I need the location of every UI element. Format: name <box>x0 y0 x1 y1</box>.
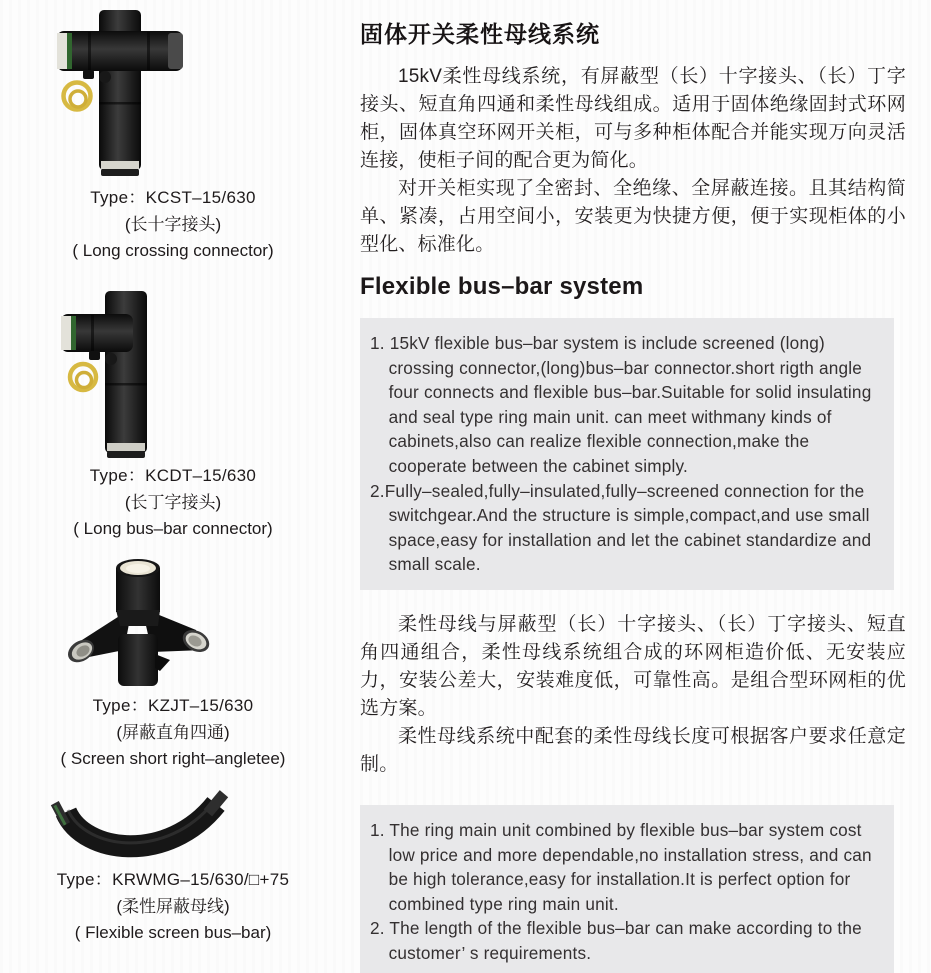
product-name-cn-kcdt: (长丁字接头) <box>124 492 222 512</box>
middle-paragraph-2: 柔性母线系统中配套的柔性母线长度可根据客户要求任意定制。 <box>360 725 906 775</box>
features-box-2 <box>360 805 894 973</box>
product-type-kcst: Type：KCST–15/630 <box>90 188 256 207</box>
product-caption-kcst <box>8 185 338 265</box>
feature-item: 2.Fully–sealed,fully–insulated,fully–screened connection for the switchgear.And the structure is simple,compact,and use small space,easy for installation and let the cabinet standardize and small scale. <box>370 480 872 575</box>
product-name-en-krwmg: ( Flexible screen bus–bar) <box>74 923 272 942</box>
intro-paragraph-2: 对开关柜实现了全密封、全绝缘、全屏蔽连接。且其结构简单、紧凑，占用空间小，安装更为快捷方便，便于实现柜体的小型化、标准化。 <box>360 178 906 255</box>
section-heading-en: Flexible bus–bar system <box>360 273 644 300</box>
product-name-en-kcdt: ( Long bus–bar connector) <box>73 519 273 538</box>
product-caption-kcdt <box>8 463 338 543</box>
product-type-kcdt: Type：KCDT–15/630 <box>89 466 257 485</box>
long-crossing-connector-drawing <box>55 4 185 180</box>
feature-item: 1. 15kV flexible bus–bar system is include screened (long) crossing connector,(long)bus–bar connector.short rigth angle four connects and flexible bus–bar.Suitable for solid insulating and seal type ring main unit. can meet withmany kinds of cabinets,also can realize flexible connection,make the cooperate between the cabinet simply. <box>370 333 872 476</box>
text-column <box>360 0 906 973</box>
middle-paragraph-1: 柔性母线与屏蔽型（长）十字接头、（长）丁字接头、短直角四通组合，柔性母线系统组合成的环网柜造价低、无安装应力，安装公差大，安装难度低，可靠性高。是组合型环网柜的优选方案。 <box>360 613 906 719</box>
product-type-kzjt: Type：KZJT–15/630 <box>92 696 254 715</box>
product-name-en-kzjt: ( Screen short right–angletee) <box>60 749 286 768</box>
feature-item: 1. The ring main unit combined by flexible bus–bar system cost low price and more dependable,no installation stress, and can be high tolerance,easy for installation.It is perfect option for combined type ring main unit. <box>370 819 872 914</box>
page-title-cn: 固体开关柔性母线系统 <box>360 21 600 47</box>
features-box-1 <box>360 318 894 590</box>
screen-short-right-angle-tee-photo <box>60 556 215 692</box>
long-bus-bar-connector-drawing <box>57 283 182 461</box>
screen-short-right-angle-tee-drawing <box>60 556 215 692</box>
product-name-cn-krwmg: (柔性屏蔽母线) <box>116 896 230 916</box>
flexible-screen-bus-bar-drawing <box>50 788 230 866</box>
product-caption-kzjt <box>8 693 338 773</box>
flexible-screen-bus-bar-photo <box>50 788 230 866</box>
product-name-en-kcst: ( Long crossing connector) <box>72 241 274 260</box>
product-name-cn-kzjt: (屏蔽直角四通) <box>116 722 230 742</box>
feature-item: 2. The length of the flexible bus–bar can make according to the customer’ s requirements. <box>370 918 862 963</box>
intro-paragraph-1: 15kV柔性母线系统，有屏蔽型（长）十字接头、（长）丁字接头、短直角四通和柔性母线组成。适用于固体绝缘固封式环网柜，固体真空环网开关柜，可与多种柜体配合并能实现万向灵活连接，使柜子间的配合更为简化。 <box>360 66 906 171</box>
long-crossing-connector-photo <box>55 4 185 180</box>
long-bus-bar-connector-photo <box>57 283 182 461</box>
product-name-cn-kcst: (长十字接头) <box>124 214 222 234</box>
product-type-krwmg: Type：KRWMG–15/630/□+75 <box>56 870 290 889</box>
product-caption-krwmg <box>8 867 338 947</box>
